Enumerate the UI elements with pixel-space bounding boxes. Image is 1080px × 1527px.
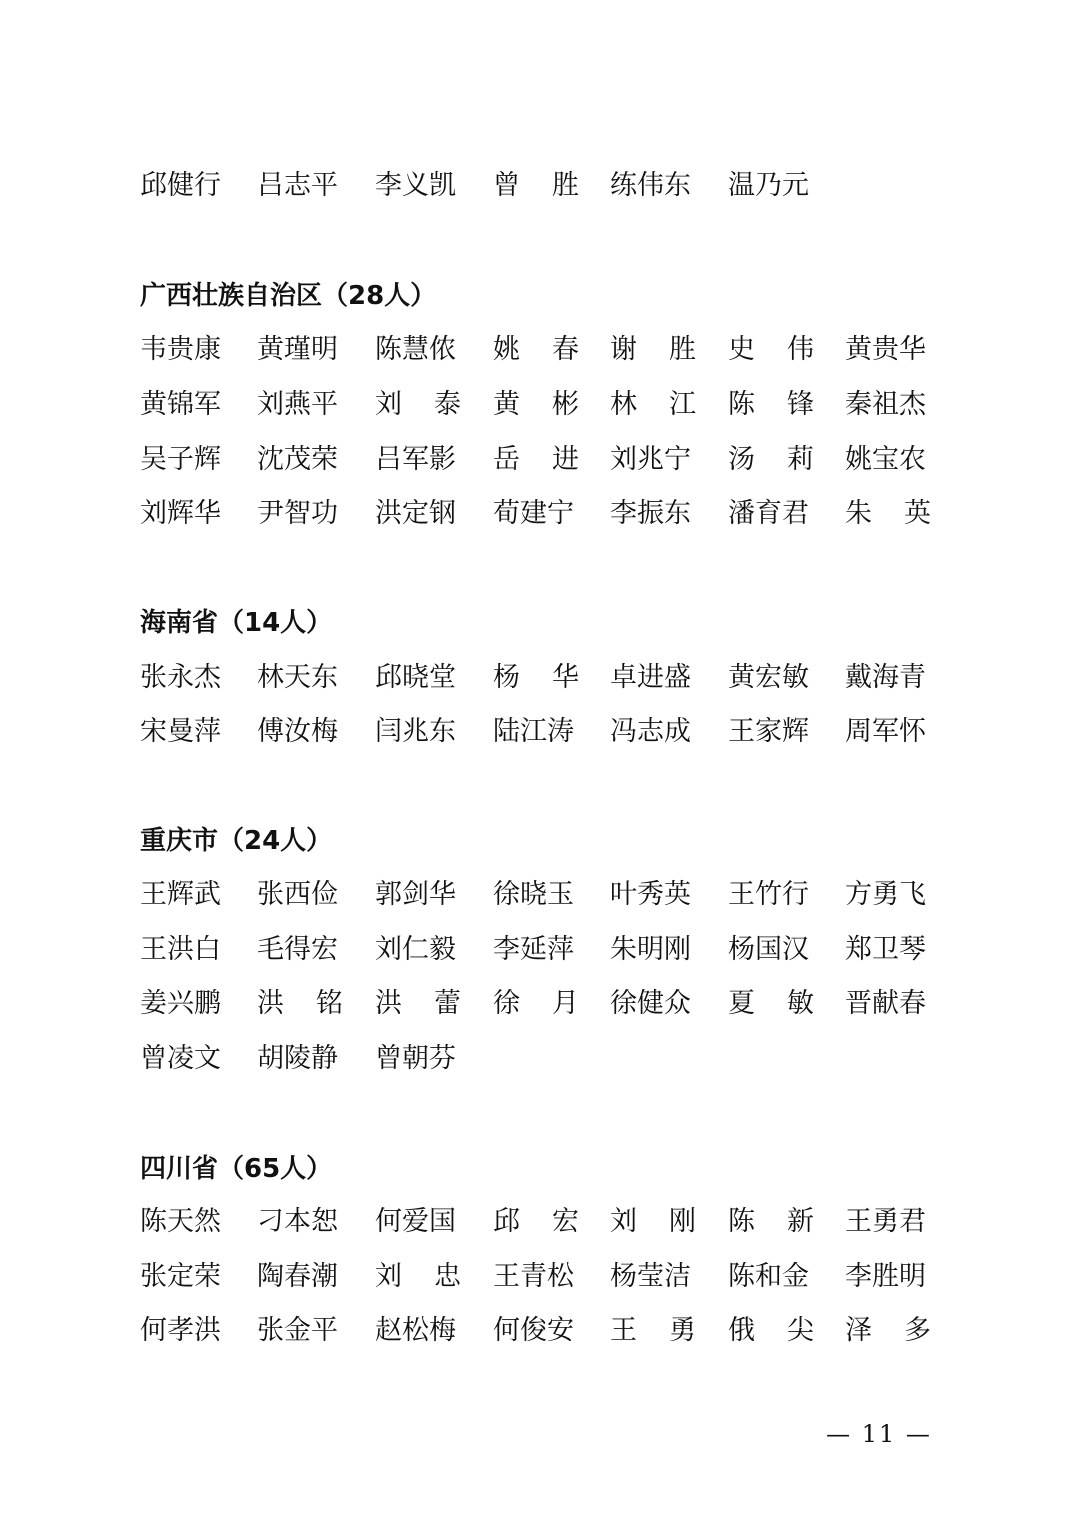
name-cell: 刘仁毅 — [375, 934, 456, 965]
name-cell: 秦祖杰 — [845, 389, 926, 420]
name-cell: 姚 春 — [493, 334, 579, 365]
name-row — [140, 494, 940, 538]
name-cell: 陈慧侬 — [375, 334, 456, 365]
name-cell: 温乃元 — [728, 170, 809, 201]
name-cell: 陈 新 — [728, 1206, 814, 1237]
name-cell: 刘辉华 — [140, 498, 221, 529]
name-cell: 吕志平 — [257, 170, 338, 201]
section-title-chongqing: 重庆市（24人） — [140, 826, 333, 856]
name-cell: 李振东 — [610, 498, 691, 529]
name-cell: 朱明刚 — [610, 934, 691, 965]
name-cell: 晋献春 — [845, 988, 926, 1019]
name-cell: 徐健众 — [610, 988, 691, 1019]
name-cell: 林 江 — [610, 389, 696, 420]
name-cell: 夏 敏 — [728, 988, 814, 1019]
name-cell: 岳 进 — [493, 444, 579, 475]
name-cell: 王家辉 — [728, 716, 809, 747]
name-cell: 徐晓玉 — [493, 879, 574, 910]
name-cell: 王勇君 — [845, 1206, 926, 1237]
name-cell: 杨 华 — [493, 662, 579, 693]
name-row — [140, 875, 940, 919]
name-cell: 王洪白 — [140, 934, 221, 965]
name-cell: 刁本恕 — [257, 1206, 338, 1237]
name-cell: 陈天然 — [140, 1206, 221, 1237]
name-cell: 郑卫琴 — [845, 934, 926, 965]
name-cell: 刘 忠 — [375, 1261, 461, 1292]
name-cell: 何爱国 — [375, 1206, 456, 1237]
name-cell: 刘 泰 — [375, 389, 461, 420]
name-cell: 汤 莉 — [728, 444, 814, 475]
name-cell: 刘兆宁 — [610, 444, 691, 475]
name-cell: 叶秀英 — [610, 879, 691, 910]
name-cell: 邱健行 — [140, 170, 221, 201]
name-cell: 俄 尖 — [728, 1315, 814, 1346]
name-row — [140, 930, 940, 974]
name-cell: 何孝洪 — [140, 1315, 221, 1346]
name-cell: 黄宏敏 — [728, 662, 809, 693]
name-cell: 周军怀 — [845, 716, 926, 747]
name-cell: 刘燕平 — [257, 389, 338, 420]
name-cell: 何俊安 — [493, 1315, 574, 1346]
name-row — [140, 1202, 940, 1246]
name-cell: 吕军影 — [375, 444, 456, 475]
name-cell: 方勇飞 — [845, 879, 926, 910]
name-cell: 张定荣 — [140, 1261, 221, 1292]
name-cell: 卓进盛 — [610, 662, 691, 693]
name-cell: 杨国汉 — [728, 934, 809, 965]
name-cell: 陶春潮 — [257, 1261, 338, 1292]
name-cell: 宋曼萍 — [140, 716, 221, 747]
name-cell: 李义凯 — [375, 170, 456, 201]
name-cell: 陆江涛 — [493, 716, 574, 747]
name-row — [140, 1257, 940, 1301]
section-title-sichuan: 四川省（65人） — [140, 1154, 333, 1184]
name-cell: 练伟东 — [610, 170, 691, 201]
name-row — [140, 330, 940, 374]
name-cell: 林天东 — [257, 662, 338, 693]
name-cell: 邱晓堂 — [375, 662, 456, 693]
name-cell: 荀建宁 — [493, 498, 574, 529]
name-cell: 毛得宏 — [257, 934, 338, 965]
name-cell: 韦贵康 — [140, 334, 221, 365]
name-row — [140, 658, 940, 702]
name-cell: 郭剑华 — [375, 879, 456, 910]
name-cell: 黄锦军 — [140, 389, 221, 420]
name-cell: 徐 月 — [493, 988, 579, 1019]
name-cell: 刘 刚 — [610, 1206, 696, 1237]
name-cell: 杨莹洁 — [610, 1261, 691, 1292]
name-cell: 洪 铭 — [257, 988, 343, 1019]
name-cell: 洪 蕾 — [375, 988, 461, 1019]
name-cell: 陈 锋 — [728, 389, 814, 420]
name-row — [140, 984, 940, 1028]
name-row — [140, 440, 940, 484]
name-cell: 邱 宏 — [493, 1206, 579, 1237]
name-cell: 李胜明 — [845, 1261, 926, 1292]
name-cell: 泽 多 — [845, 1315, 931, 1346]
name-cell: 黄贵华 — [845, 334, 926, 365]
name-row — [140, 385, 940, 429]
name-cell: 吴子辉 — [140, 444, 221, 475]
name-cell: 李延萍 — [493, 934, 574, 965]
name-cell: 洪定钢 — [375, 498, 456, 529]
name-cell: 王青松 — [493, 1261, 574, 1292]
name-cell: 张永杰 — [140, 662, 221, 693]
name-row — [140, 712, 940, 756]
name-cell: 潘育君 — [728, 498, 809, 529]
name-cell: 曾凌文 — [140, 1043, 221, 1074]
name-cell: 张西俭 — [257, 879, 338, 910]
name-cell: 谢 胜 — [610, 334, 696, 365]
name-cell: 黄瑾明 — [257, 334, 338, 365]
name-row — [140, 1039, 940, 1083]
section-title-guangxi: 广西壮族自治区（28人） — [140, 281, 437, 311]
name-cell: 姚宝农 — [845, 444, 926, 475]
name-cell: 黄 彬 — [493, 389, 579, 420]
name-cell: 赵松梅 — [375, 1315, 456, 1346]
name-cell: 王辉武 — [140, 879, 221, 910]
name-cell: 尹智功 — [257, 498, 338, 529]
page-number: — 11 — — [826, 1420, 932, 1448]
name-cell: 沈茂荣 — [257, 444, 338, 475]
section-title-hainan: 海南省（14人） — [140, 608, 333, 638]
name-cell: 姜兴鹏 — [140, 988, 221, 1019]
name-cell: 傅汝梅 — [257, 716, 338, 747]
name-cell: 曾 胜 — [493, 170, 579, 201]
name-cell: 王竹行 — [728, 879, 809, 910]
carryover-name-row — [140, 166, 940, 210]
name-cell: 冯志成 — [610, 716, 691, 747]
name-cell: 曾朝芬 — [375, 1043, 456, 1074]
name-cell: 朱 英 — [845, 498, 931, 529]
name-cell: 闫兆东 — [375, 716, 456, 747]
name-cell: 戴海青 — [845, 662, 926, 693]
name-cell: 张金平 — [257, 1315, 338, 1346]
name-cell: 史 伟 — [728, 334, 814, 365]
name-row — [140, 1311, 940, 1355]
name-cell: 陈和金 — [728, 1261, 809, 1292]
name-cell: 胡陵静 — [257, 1043, 338, 1074]
name-cell: 王 勇 — [610, 1315, 696, 1346]
